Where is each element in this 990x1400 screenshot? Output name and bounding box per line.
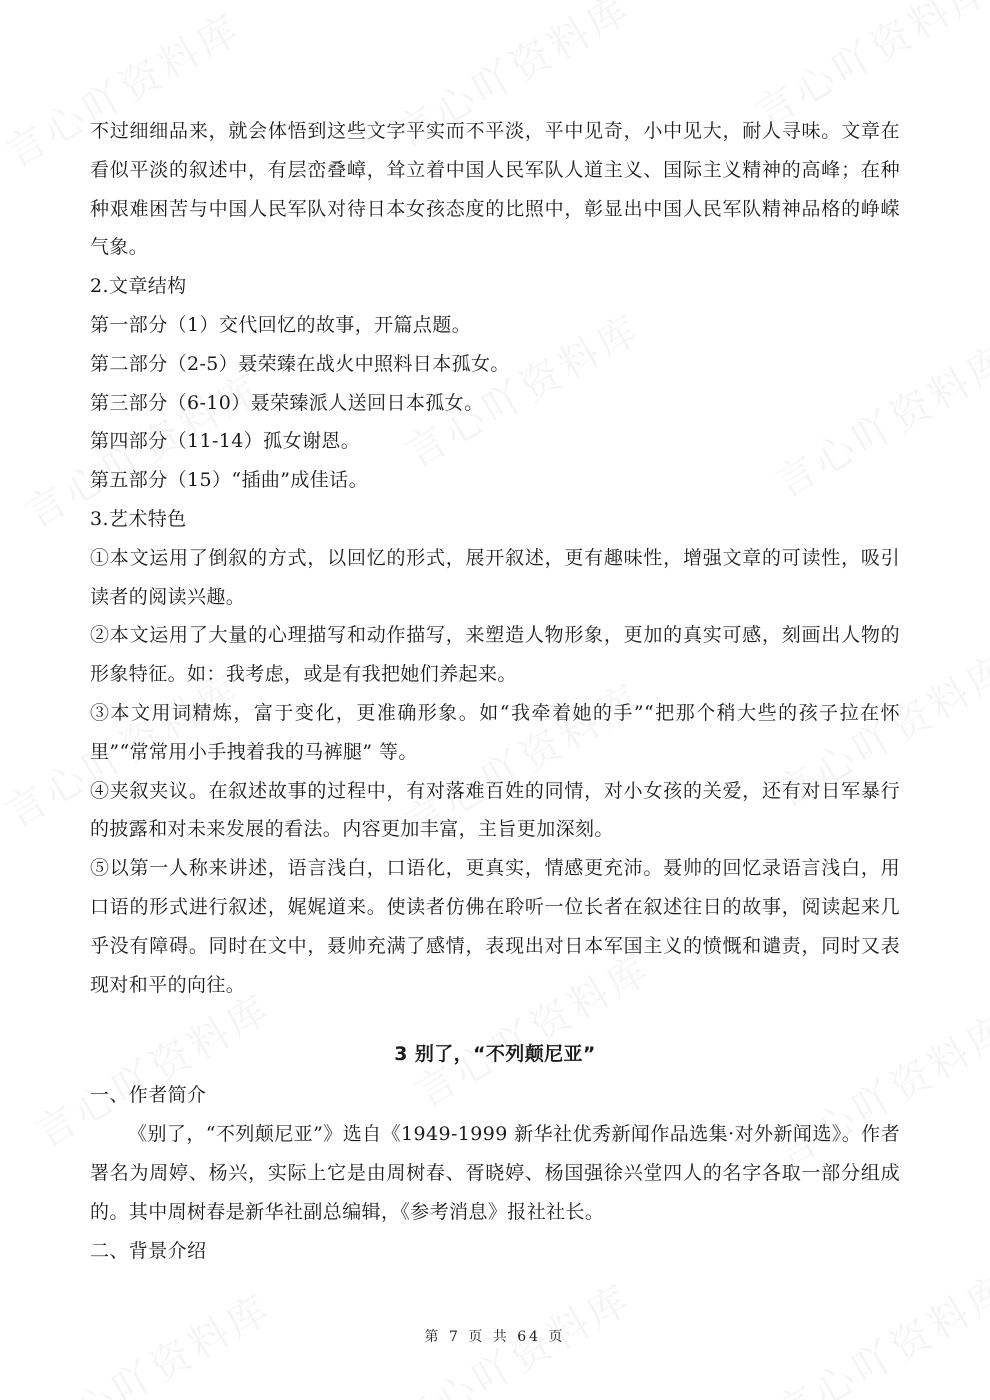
feature-item: ③本文用词精炼，富于变化，更准确形象。如“我牵着她的手”“把那个稍大些的孩子拉在怀里”“常常用小手拽着我的马裤腿” 等。 <box>90 701 900 763</box>
structure-item: 第五部分（15）“插曲”成佳话。 <box>90 469 369 492</box>
section-heading: 3.艺术特色 <box>90 507 187 530</box>
section-heading: 2.文章结构 <box>90 275 187 298</box>
feature-item: ②本文运用了大量的心理描写和动作描写，来塑造人物形象，更加的真实可感，刻画出人物的形象特征。如：我考虑，或是有我把她们养起来。 <box>90 624 900 686</box>
section-heading: 一、作者简介 <box>90 1084 207 1107</box>
page-footer: 第 7 页 共 64 页 <box>424 1329 566 1345</box>
paragraph: 《别了，“不列颠尼亚”》选自《1949-1999 新华社优秀新闻作品选集·对外新闻选》。作者署名为周婷、杨兴，实际上它是由周树春、胥晓婷、杨国强徐兴堂四人的名字各取一部分组成的。其中周树春是新华社副总编辑，《参考消息》报社社长。 <box>90 1123 900 1223</box>
feature-item: ⑤以第一人称来讲述，语言浅白，口语化，更真实，情感更充沛。聂帅的回忆录语言浅白，用口语的形式进行叙述，娓娓道来。使读者仿佛在聆听一位长者在叙述往日的故事，阅读起来几乎没有障碍。同时在文中，聂帅充满了感情，表现出对日本军国主义的愤慨和谴责，同时又表现对和平的向往。 <box>90 857 900 996</box>
section-heading: 二、背景介绍 <box>90 1239 207 1262</box>
document-body <box>90 112 900 1270</box>
paragraph: 不过细细品来，就会体悟到这些文字平实而不平淡，平中见奇，小中见大，耐人寻味。文章在看似平淡的叙述中，有层峦叠嶂，耸立着中国人民军队人道主义、国际主义精神的高峰；在种种艰难困苦与中国人民军队对待日本女孩态度的比照中，彰显出中国人民军队精神品格的峥嵘气象。 <box>90 120 900 259</box>
feature-item: ①本文运用了倒叙的方式，以回忆的形式，展开叙述，更有趣味性，增强文章的可读性，吸引读者的阅读兴趣。 <box>90 546 900 608</box>
structure-item: 第二部分（2-5）聂荣臻在战火中照料日本孤女。 <box>90 352 510 375</box>
structure-item: 第四部分（11-14）孤女谢恩。 <box>90 430 361 453</box>
feature-item: ④夹叙夹议。在叙述故事的过程中，有对落难百姓的同情，对小女孩的关爱，还有对日军暴行的披露和对未来发展的看法。内容更加丰富，主旨更加深刻。 <box>90 779 900 841</box>
structure-item: 第三部分（6-10）聂荣臻派人送回日本孤女。 <box>90 391 484 414</box>
structure-item: 第一部分（1）交代回忆的故事，开篇点题。 <box>90 313 472 336</box>
chapter-title: 3 别了，“不列颠尼亚” <box>394 1043 596 1066</box>
